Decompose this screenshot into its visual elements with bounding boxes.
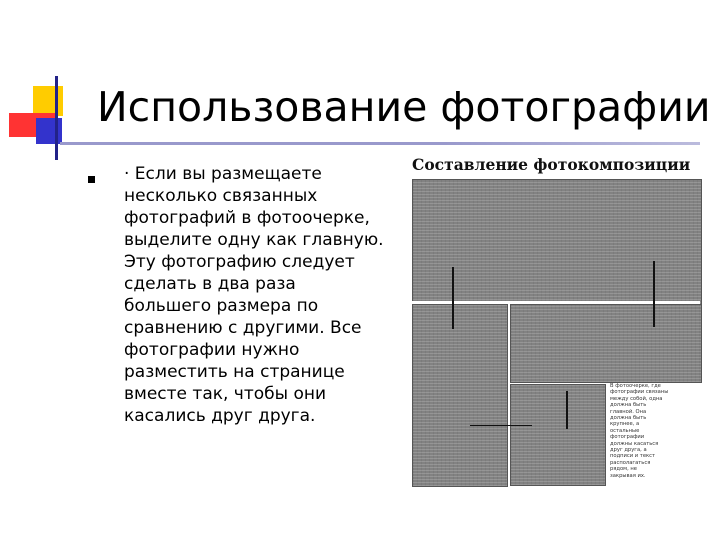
bullet-text-line: вместе так, чтобы они [124,384,327,404]
guide-line [452,267,454,329]
figure-text-line: должна быть [610,415,647,422]
guide-line [470,425,532,426]
photo-left [412,304,508,487]
figure-text-block [610,383,702,479]
slide-title: Использование фотографии [97,83,711,131]
bullet-text-line: несколько связанных [124,186,318,206]
figure-text-line: должна быть [610,402,647,409]
photo-right [510,304,702,383]
figure-text-line: главной. Она [610,408,647,415]
bullet-square-icon [88,176,95,183]
figure-text-line: В фотоочерке, где [610,383,661,389]
figure-text-line: остальные [610,427,640,434]
bullet-text-line: сравнению с другими. Все [124,318,362,338]
figure-text-line: крупнее, а [610,421,640,428]
bullet-text-line: фотографий в фотоочерке, [124,208,370,228]
bullet-text-line: Эту фотографию следует [124,252,355,272]
figure-text-line: фотографии [610,434,645,441]
photo-small [510,384,606,486]
figure-caption: Составление фотокомпозиции [412,155,691,174]
guide-line [566,391,568,429]
bullet-text-line: касались друг друга. [124,406,316,426]
logo-yellow-square [33,86,63,116]
figure-text-line: должны касаться [610,440,659,447]
figure-text-line: располагаться [610,459,651,466]
title-underline [60,142,700,145]
logo-vertical-line [55,76,58,160]
bullet-text-line: фотографии нужно [124,340,300,360]
bullet-text-line: выделите одну как главную. [124,230,384,250]
logo-blue-square [36,118,62,144]
figure-text-line: между собой, одна [610,395,663,402]
bullet-text-line: большего размера по [124,296,319,316]
figure-text-line: друг друга, а [610,447,647,454]
bullet-text-line: сделать в два раза [124,274,296,294]
figure-text-line: фотографии связаны [610,389,669,396]
figure-text-line: подписи и текст [610,453,656,460]
bullet-text-line: · Если вы размещаете [124,164,322,184]
bullet-text [124,163,399,427]
figure-text-line: закрывая их. [610,472,646,479]
composition-figure [408,155,704,485]
guide-line [653,261,655,327]
figure-text-line: рядом, не [610,466,637,473]
bullet-text-line: разместить на странице [124,362,345,382]
